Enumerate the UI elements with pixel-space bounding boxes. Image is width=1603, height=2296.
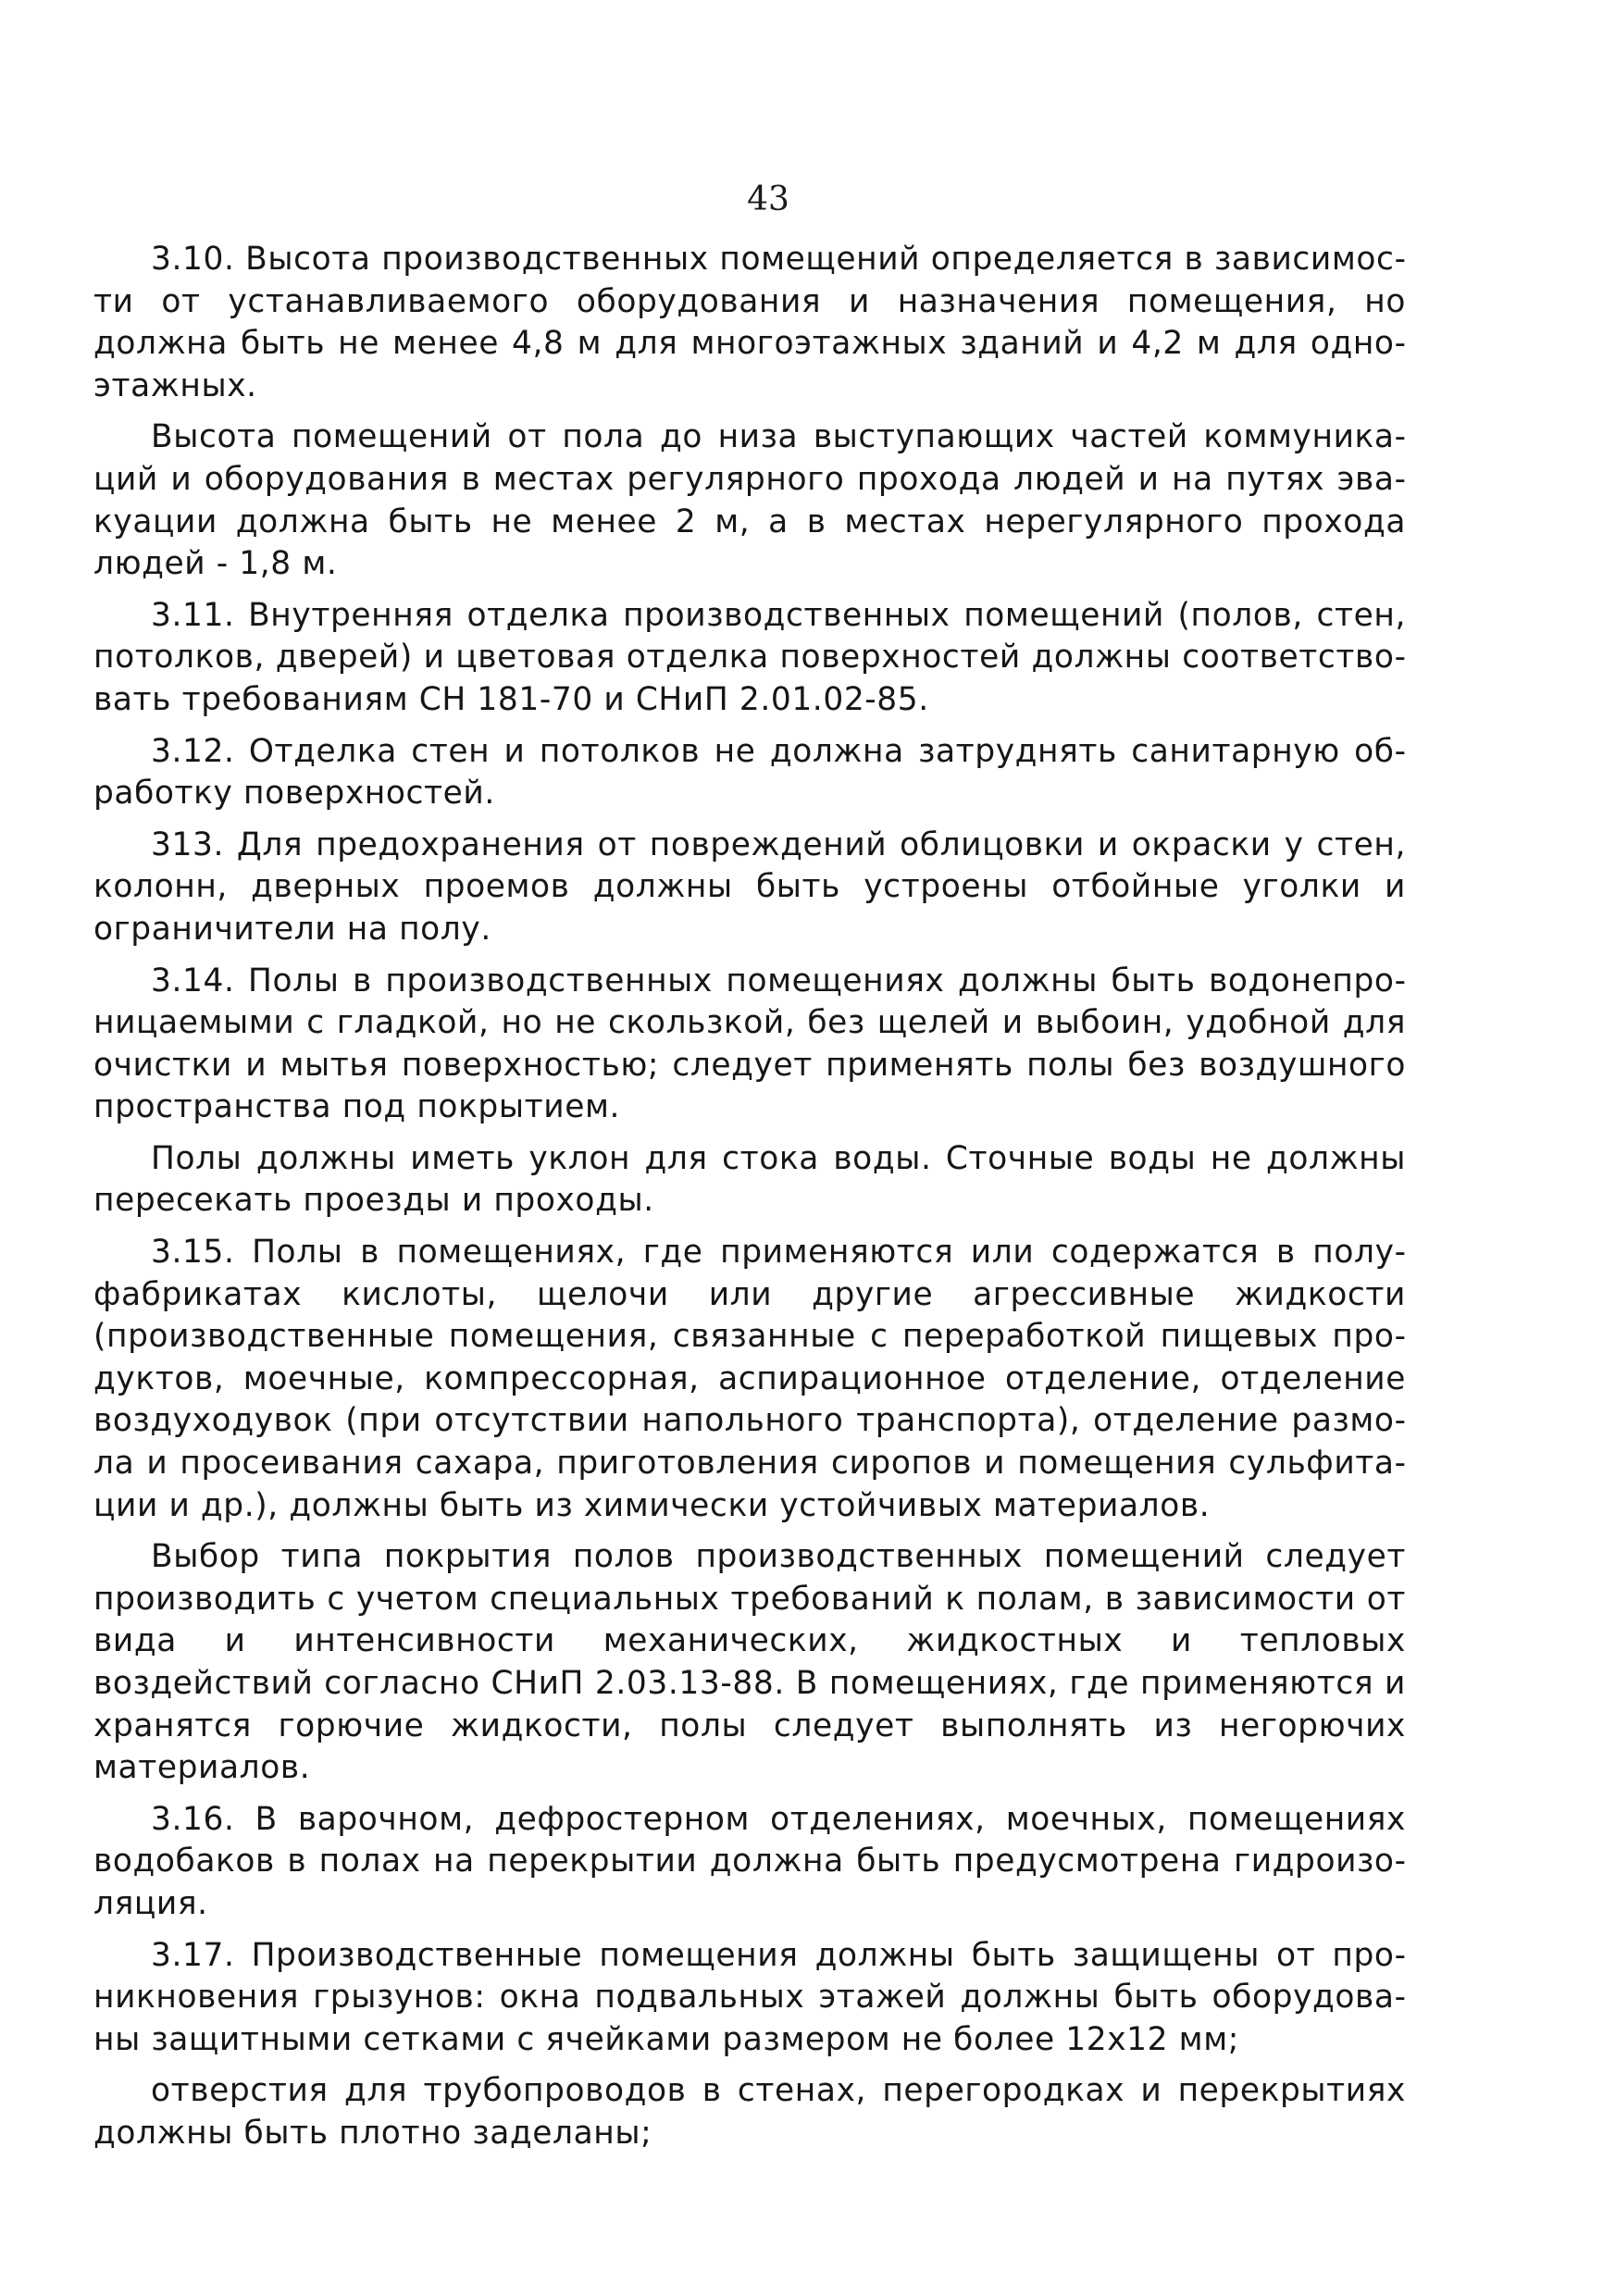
paragraph-3-15-choice: Выбор типа покрытия полов производственных помещений следует производить с учетом специальных требований к полам, в зависимости от вида и интенсивности механических, жидкостных и тепловых воздействий согласно СНиП 2.03.13-88. В помещениях, где применяются и хранятся горючие жидкости, полы следует выполнять из негорючих материалов. (93, 1538, 1406, 1787)
paragraph-3-15: 3.15. Полы в помещениях, где применяются или содержатся в полуфабрикатах кислоты, щелочи или другие агрессивные жидкости (производственные помещения, связанные с переработкой пищевых продуктов, моечные, компрессорная, аспирационное отделение, отделение воздуходувок (при отсутствии напольного транспорта), отделение размола и просеивания сахара, приготовления сиропов и помещения сульфитации и др.), должны быть из химически устойчивых материалов. (93, 1234, 1406, 1524)
paragraph-3-17-openings: отверстия для трубопроводов в стенах, перегородках и перекрытиях должны быть плотно заделаны; (93, 2072, 1406, 2152)
paragraph-3-12: 3.12. Отделка стен и потолков не должна затруднять санитарную обработку поверхностей. (93, 732, 1406, 813)
paragraph-3-11: 3.11. Внутренняя отделка производственных помещений (полов, стен, потолков, дверей) и цветовая отделка поверхностей должны соответствовать требованиям СН 181-70 и СНиП 2.01.02-85. (93, 596, 1406, 718)
paragraph-3-10-height: Высота помещений от пола до низа выступающих частей коммуникаций и оборудования в местах регулярного прохода людей и на путях эвакуации должна быть не менее 2 м, а в местах нерегулярного прохода людей - 1,8 м. (93, 418, 1406, 583)
paragraph-3-16: 3.16. В варочном, дефростерном отделениях, моечных, помещениях водобаков в полах на перекрытии должна быть предусмотрена гидроизоляция. (93, 1800, 1406, 1922)
document-body (93, 239, 1406, 2165)
paragraph-3-10: 3.10. Высота производственных помещений определяется в зависимости от устанавливаемого оборудования и назначения помещения, но должна быть не менее 4,8 м для многоэтажных зданий и 4,2 м для одноэтажных. (93, 241, 1406, 404)
paragraph-3-17: 3.17. Производственные помещения должны быть защищены от проникновения грызунов: окна подвальных этажей должны быть оборудованы защитными сетками с ячейками размером не более 12х12 мм; (93, 1936, 1406, 2058)
paragraph-3-13: 313. Для предохранения от повреждений облицовки и окраски у стен, колонн, дверных проемов должны быть устроены отбойные уголки и ограничители на полу. (93, 825, 1406, 948)
page-number: 43 (747, 180, 789, 218)
paragraph-3-14: 3.14. Полы в производственных помещениях должны быть водонепроницаемыми с гладкой, но не скользкой, без щелей и выбоин, удобной для очистки и мытья поверхностью; следует применять полы без воздушного пространства под покрытием. (93, 962, 1406, 1126)
paragraph-3-14-slope: Полы должны иметь уклон для стока воды. Сточные воды не должны пересекать проезды и проходы. (93, 1139, 1406, 1220)
